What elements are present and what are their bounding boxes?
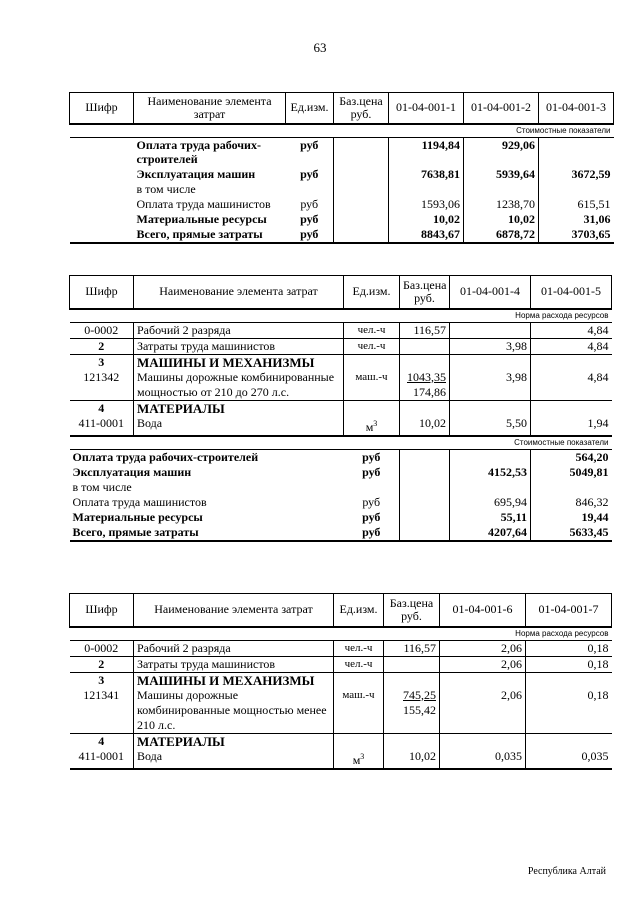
resource-value: 0,035 <box>440 749 526 769</box>
header-col-2: 01-04-001-7 <box>526 594 612 627</box>
resource-value: 2,06 <box>440 688 526 734</box>
row-name: Всего, прямые затраты <box>134 227 286 243</box>
row-value: 846,32 <box>531 495 612 510</box>
resource-code: 2 <box>70 656 134 672</box>
resource-unit: $м^3$ <box>334 749 384 769</box>
row-value: 695,94 <box>494 494 527 509</box>
section-label: Норма расхода ресурсов <box>70 309 612 323</box>
resource-value: 3,98 <box>450 338 531 354</box>
resource-value: 3,98 <box>450 370 531 401</box>
row-name: Эксплуатация машин <box>136 167 256 181</box>
header-col-2: 01-04-001-2 <box>464 93 539 124</box>
resource-price-secondary: 155,42 <box>403 702 436 717</box>
row-name: Оплата труда машинистов <box>72 494 207 509</box>
resource-name: Машины дорожные комбинированные мощностью от 210 до 270 л.с. <box>134 370 344 401</box>
resource-code: 121342 <box>70 370 134 401</box>
section-label: Норма расхода ресурсов <box>70 627 612 641</box>
resource-price: 1043,35 <box>407 369 446 384</box>
resource-price: 10,02 <box>400 416 450 436</box>
row-name: в том числе <box>72 479 132 494</box>
group-name: МАШИНЫ И МЕХАНИЗМЫ <box>134 672 334 688</box>
row-name: Материальные ресурсы <box>72 509 203 524</box>
row-value: 1194,84 <box>421 137 460 152</box>
row-value: 6878,72 <box>464 227 539 243</box>
section-label: Стоимостные показатели <box>70 436 612 450</box>
group-code: 3 <box>98 354 105 369</box>
group-name: МАТЕРИАЛЫ <box>134 400 344 416</box>
row-name: Материальные ресурсы <box>136 212 267 226</box>
section-label: Стоимостные показатели <box>70 124 614 138</box>
resource-name: Затраты труда машинистов <box>134 656 334 672</box>
row-value: 7638,81 <box>421 167 460 181</box>
row-value: 3672,59 <box>539 167 614 182</box>
resource-table-3 <box>69 593 612 770</box>
row-value <box>539 137 614 167</box>
group-name: МАТЕРИАЛЫ <box>134 733 334 749</box>
row-value: 55,11 <box>500 509 527 524</box>
footer-region: Республика Алтай <box>527 866 606 877</box>
header-code: Шифр <box>70 276 134 309</box>
resource-value: 4,84 <box>531 338 612 354</box>
resource-value: 4,84 <box>531 322 612 338</box>
row-unit: руб <box>286 227 334 243</box>
row-unit: руб <box>300 197 319 211</box>
resource-name: Рабочий 2 разряда <box>134 640 334 656</box>
resource-table-2 <box>69 275 612 542</box>
resource-unit: чел.-ч <box>344 322 400 338</box>
resource-price: 10,02 <box>384 749 440 769</box>
row-unit: руб <box>300 167 319 181</box>
resource-code: 2 <box>70 338 134 354</box>
resource-value: 2,06 <box>440 640 526 656</box>
resource-value <box>450 322 531 338</box>
header-code: Шифр <box>70 594 134 627</box>
row-value: 5633,45 <box>531 525 612 541</box>
row-value: 615,51 <box>539 197 614 212</box>
resource-price: 116,57 <box>384 640 440 656</box>
page-number: 63 <box>313 40 327 55</box>
group-name: МАШИНЫ И МЕХАНИЗМЫ <box>134 354 344 370</box>
resource-value: 0,18 <box>526 688 612 734</box>
resource-unit: маш.-ч <box>334 688 384 734</box>
header-col-1: 01-04-001-1 <box>389 93 464 124</box>
resource-unit: чел.-ч <box>344 338 400 354</box>
row-unit: руб <box>344 525 400 541</box>
resource-value: 5,50 <box>450 416 531 436</box>
resource-price-secondary: 174,86 <box>413 384 446 399</box>
header-unit: Ед.изм. <box>286 93 334 124</box>
resource-price: 745,25 <box>403 687 436 702</box>
header-name: Наименование элемента затрат <box>134 594 334 627</box>
cost-table-1 <box>69 92 614 244</box>
row-value: 31,06 <box>539 212 614 227</box>
resource-code: 121341 <box>70 688 134 734</box>
row-unit: руб <box>300 212 319 226</box>
row-name: Оплата труда машинистов <box>136 197 271 211</box>
resource-value: 4,84 <box>531 370 612 401</box>
group-code: 4 <box>98 733 105 748</box>
resource-name: Вода <box>134 416 344 436</box>
header-unit: Ед.изм. <box>334 594 384 627</box>
row-name: Оплата труда рабочих-строителей <box>136 137 261 166</box>
resource-value: 2,06 <box>440 656 526 672</box>
header-col-3: 01-04-001-3 <box>539 93 614 124</box>
header-price: Баз.цена руб. <box>400 276 450 309</box>
row-unit: руб <box>362 449 381 464</box>
header-code: Шифр <box>70 93 134 124</box>
row-value <box>450 449 531 465</box>
row-value: 10,02 <box>464 212 539 227</box>
row-unit: руб <box>362 509 381 524</box>
resource-name: Машины дорожные комбинированные мощностью менее 210 л.с. <box>134 688 334 734</box>
header-col-1: 01-04-001-4 <box>450 276 531 309</box>
row-unit: руб <box>362 494 381 509</box>
resource-unit: маш.-ч <box>344 370 400 401</box>
resource-name: Рабочий 2 разряда <box>134 322 344 338</box>
row-value: 5939,64 <box>464 167 539 182</box>
row-value: 1593,06 <box>421 197 460 211</box>
row-unit: руб <box>362 464 381 479</box>
header-unit: Ед.изм. <box>344 276 400 309</box>
header-price: Баз.цена руб. <box>384 594 440 627</box>
row-value: 19,44 <box>531 510 612 525</box>
group-code: 4 <box>98 400 105 415</box>
resource-code: 411-0001 <box>78 415 125 430</box>
row-value: 10,02 <box>433 212 460 226</box>
resource-value: 0,18 <box>526 656 612 672</box>
group-code: 3 <box>98 672 105 687</box>
resource-value: 1,94 <box>531 416 612 436</box>
row-value: 3703,65 <box>539 227 614 243</box>
resource-value: 0,18 <box>526 640 612 656</box>
resource-name: Затраты труда машинистов <box>134 338 344 354</box>
row-name: Оплата труда рабочих-строителей <box>72 449 259 464</box>
header-price: Баз.цена руб. <box>334 93 389 124</box>
row-value: 5049,81 <box>531 465 612 480</box>
resource-price: 116,57 <box>400 322 450 338</box>
resource-unit: чел.-ч <box>334 656 384 672</box>
header-col-2: 01-04-001-5 <box>531 276 612 309</box>
resource-unit: $м^3$ <box>344 416 400 436</box>
header-col-1: 01-04-001-6 <box>440 594 526 627</box>
row-value: 564,20 <box>531 449 612 465</box>
row-unit: руб <box>300 137 319 152</box>
row-value: 4207,64 <box>450 525 531 541</box>
header-name: Наименование элемента затрат <box>134 276 344 309</box>
row-name: Эксплуатация машин <box>72 464 192 479</box>
header-name: Наименование элемента затрат <box>134 93 286 124</box>
row-value: 1238,70 <box>464 197 539 212</box>
resource-value: 0,035 <box>526 749 612 769</box>
resource-code: 0-0002 <box>70 322 134 338</box>
row-name: в том числе <box>136 182 196 196</box>
resource-name: Вода <box>134 749 334 769</box>
resource-code: 0-0002 <box>70 640 134 656</box>
row-value: 929,06 <box>464 137 539 167</box>
row-name: Всего, прямые затраты <box>70 525 344 541</box>
resource-code: 411-0001 <box>70 749 134 769</box>
resource-unit: чел.-ч <box>334 640 384 656</box>
row-value: 8843,67 <box>389 227 464 243</box>
row-value: 4152,53 <box>488 464 527 479</box>
